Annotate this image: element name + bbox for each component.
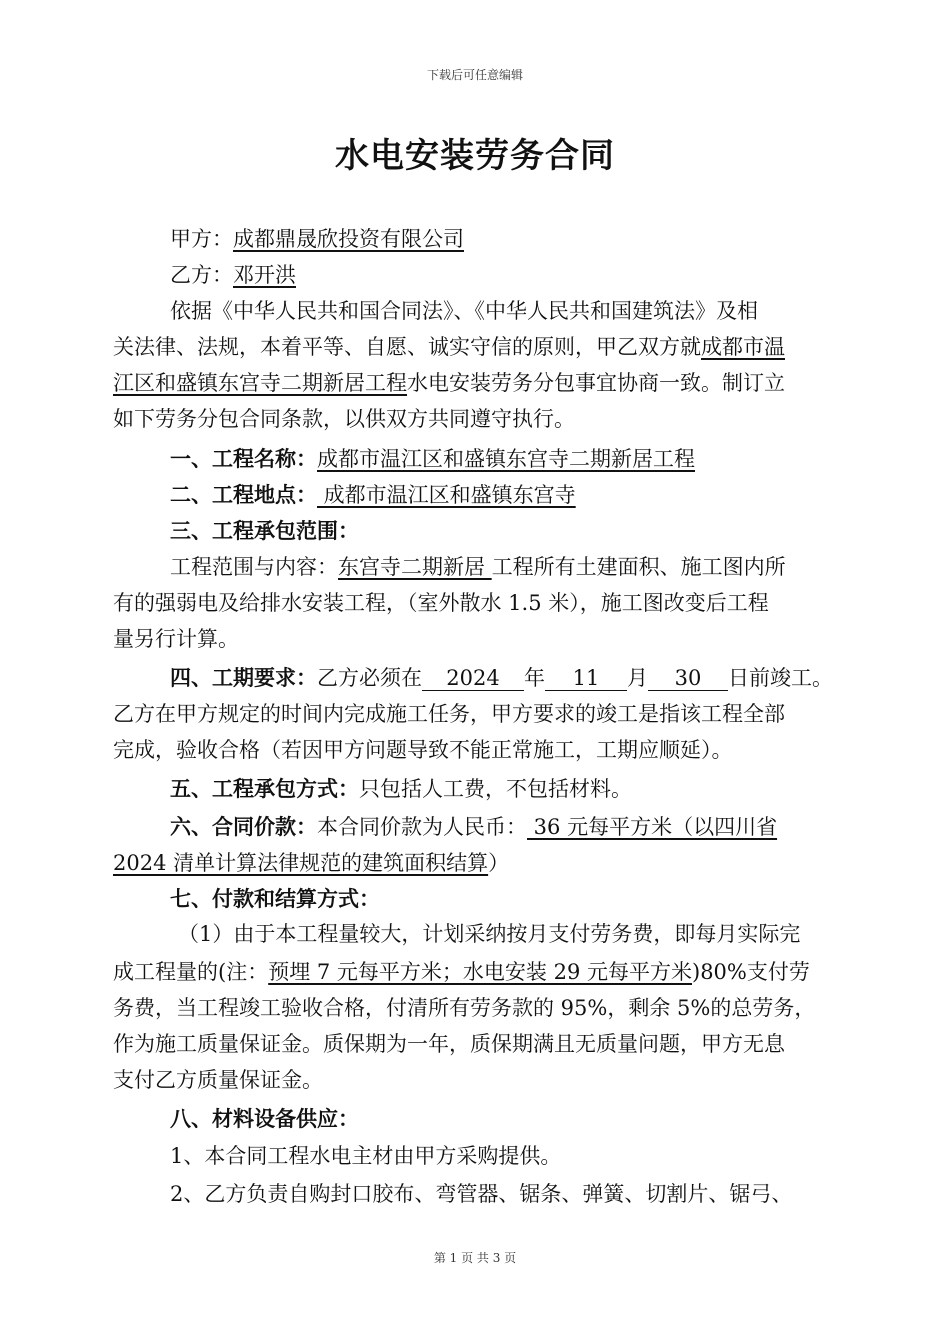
- deadline-day: 30: [648, 666, 728, 691]
- deadline-text: 乙方必须在: [317, 666, 422, 690]
- page-header: 下载后可任意编辑: [426, 68, 523, 82]
- intro-line-1: 依据《中华人民共和国合同法》、《中华人民共和国建筑法》及相: [170, 299, 758, 323]
- intro-text: 关法律、法规，本着平等、自愿、诚实守信的原则，甲乙双方就: [113, 335, 701, 359]
- month-unit: 月: [627, 666, 648, 690]
- section-8-item-1: 1、本合同工程水电主材由甲方采购提供。: [170, 1144, 562, 1168]
- section-7-line-1: （1）由于本工程量较大，计划采纳按月支付劳务费，即每月实际完: [178, 922, 801, 946]
- party-a: [170, 225, 464, 253]
- party-a-value: 成都鼎晟欣投资有限公司: [233, 227, 464, 251]
- intro-line-4: 如下劳务分包合同条款，以供双方共同遵守执行。: [113, 407, 575, 431]
- project-name-inline: 江区和盛镇东宫寺二期新居工程: [113, 371, 407, 395]
- section-7-line-5: 支付乙方质量保证金。: [113, 1068, 323, 1092]
- section-5-heading: 五、工程承包方式：: [170, 776, 359, 801]
- deadline-tail: 日前竣工。: [728, 666, 833, 690]
- section-3-line-3: 量另行计算。: [113, 627, 239, 651]
- project-name-inline: 成都市温: [701, 335, 785, 359]
- document-title: 水电安装劳务合同: [335, 136, 615, 176]
- party-b-label: 乙方：: [170, 263, 233, 287]
- contract-mode: 只包括人工费，不包括材料。: [359, 777, 632, 801]
- party-a-label: 甲方：: [170, 227, 233, 251]
- payment-text: )80%支付劳: [692, 960, 810, 984]
- section-5: [170, 775, 632, 803]
- scope-project: 东宫寺二期新居: [338, 555, 492, 579]
- section-7-heading-text: 七、付款和结算方式：: [170, 886, 380, 911]
- price-value: 36 元每平方米（以四川省: [527, 815, 778, 839]
- section-6-line-2: 2024 清单计算法律规范的建筑面积结算）: [113, 851, 510, 875]
- section-6-line-1: [170, 813, 777, 841]
- section-4-line-3: 完成，验收合格（若因甲方问题导致不能正常施工，工期应顺延）。: [113, 738, 733, 762]
- section-3-line-1: [170, 553, 786, 581]
- section-7-line-4: 作为施工质量保证金。质保期为一年，质保期满且无质量问题，甲方无息: [113, 1032, 785, 1056]
- section-7-line-3: 务费，当工程竣工验收合格，付清所有劳务款的 95%，剩余 5%的总劳务，: [113, 996, 816, 1020]
- page-footer: 第 1 页 共 3 页: [433, 1251, 517, 1265]
- scope-label: 工程范围与内容：: [170, 555, 338, 579]
- section-3-heading-text: 三、工程承包范围：: [170, 518, 359, 543]
- section-4-line-1: [170, 664, 833, 692]
- deadline-month: 11: [545, 666, 627, 691]
- section-8-item-2: 2、乙方负责自购封口胶布、弯管器、锯条、弹簧、切割片、锯弓、: [170, 1182, 793, 1206]
- section-2: [170, 481, 576, 509]
- party-b-value: 邓开洪: [233, 263, 296, 287]
- section-7-line-2: [113, 958, 810, 986]
- intro-line-3: [113, 369, 785, 397]
- price-basis: 2024 清单计算法律规范的建筑面积结算: [113, 851, 489, 875]
- project-location: 成都市温江区和盛镇东宫寺: [317, 483, 576, 507]
- section-8-heading-text: 八、材料设备供应：: [170, 1106, 359, 1131]
- payment-rates: 预埋 7 元每平方米；水电安装 29 元每平方米: [268, 960, 692, 984]
- section-8-heading: [170, 1105, 359, 1133]
- party-b: [170, 261, 296, 289]
- intro-line-2: [113, 333, 785, 361]
- section-3-heading: [170, 517, 359, 545]
- section-3-line-2: 有的强弱电及给排水安装工程，（室外散水 1.5 米），施工图改变后工程: [113, 591, 769, 615]
- section-1: [170, 445, 695, 473]
- section-6-heading: 六、合同价款：: [170, 814, 317, 839]
- intro-text: 水电安装劳务分包事宜协商一致。制订立: [407, 371, 785, 395]
- deadline-year: 2024: [422, 666, 524, 691]
- section-7-heading: [170, 885, 380, 913]
- payment-text: 成工程量的(注：: [113, 960, 269, 984]
- section-4-heading: 四、工期要求：: [170, 665, 317, 690]
- year-unit: 年: [524, 666, 545, 690]
- section-2-heading: 二、工程地点：: [170, 482, 317, 507]
- price-text: 本合同价款为人民币：: [317, 815, 527, 839]
- section-4-line-2: 乙方在甲方规定的时间内完成施工任务，甲方要求的竣工是指该工程全部: [113, 702, 785, 726]
- scope-text: 工程所有土建面积、施工图内所: [491, 555, 786, 579]
- project-name: 成都市温江区和盛镇东宫寺二期新居工程: [317, 447, 695, 471]
- section-1-heading: 一、工程名称：: [170, 446, 317, 471]
